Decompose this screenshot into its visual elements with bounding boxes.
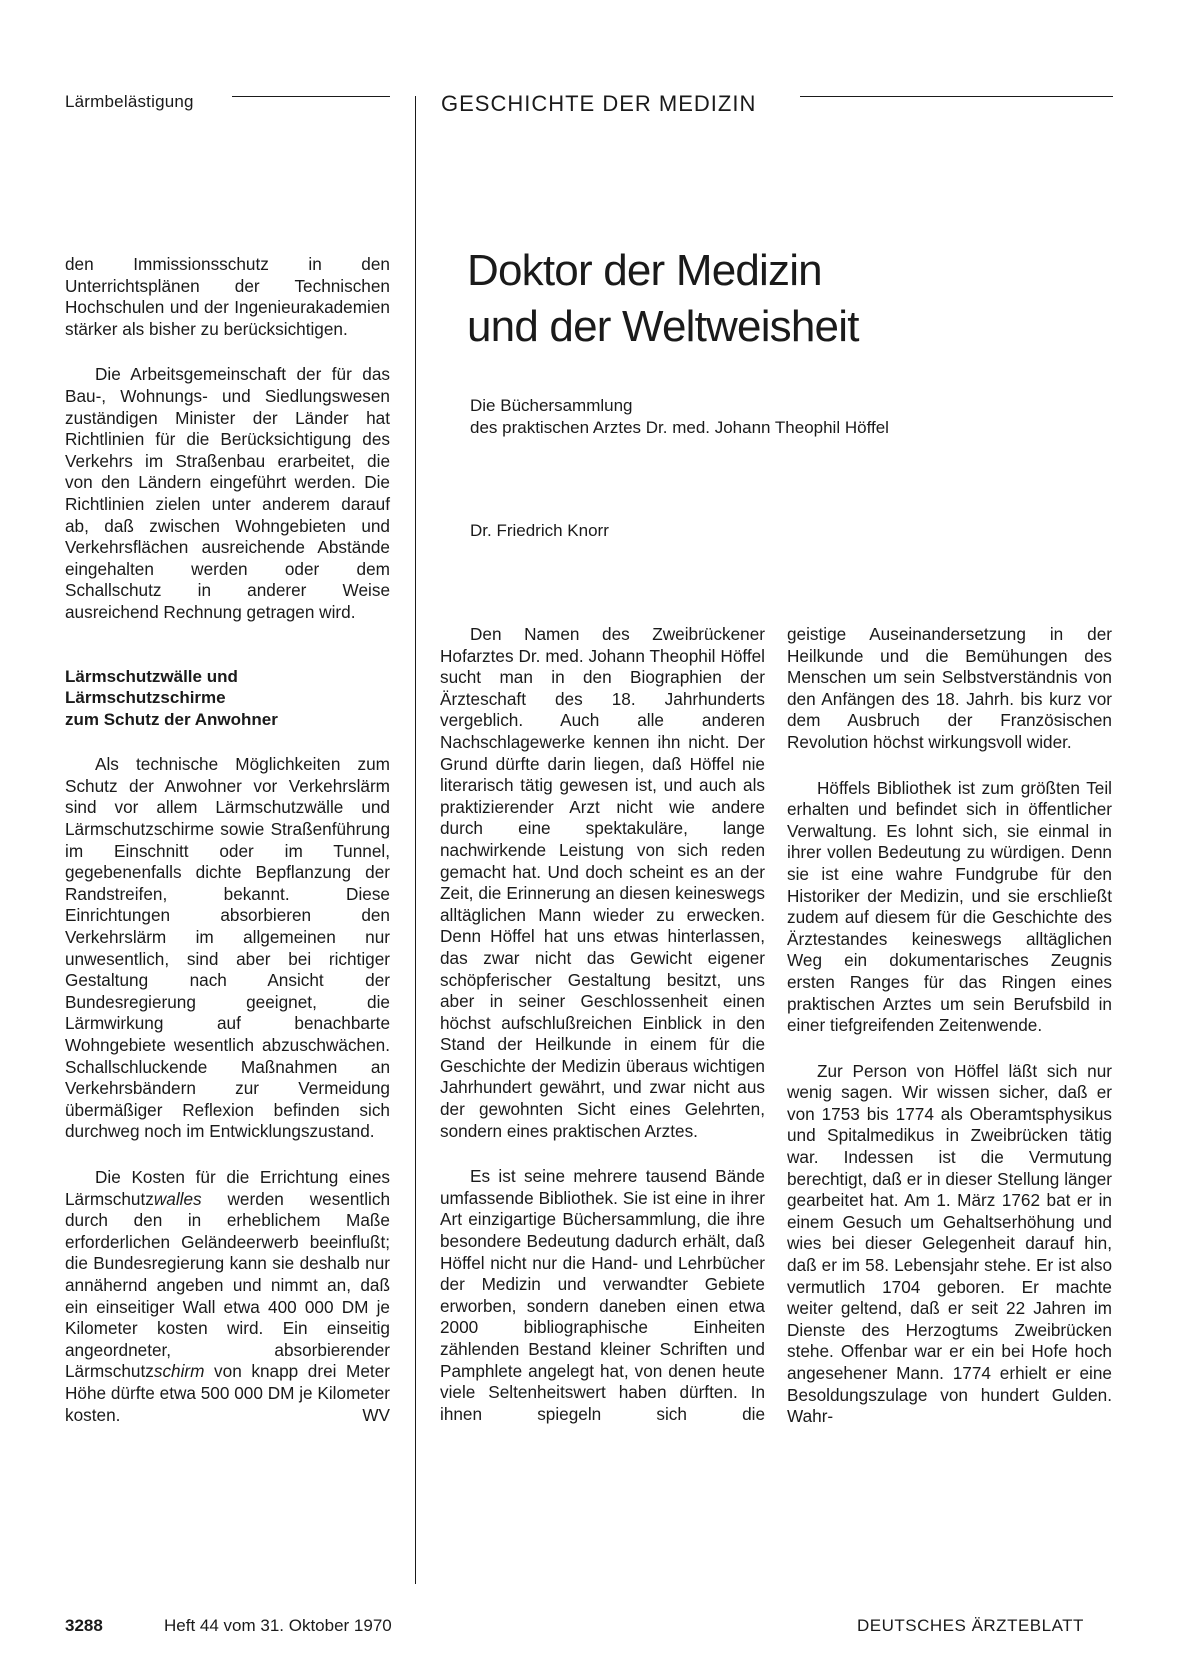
article-subtitle-line-2: des praktischen Arztes Dr. med. Johann Theophil Höffel	[470, 418, 889, 437]
left-paragraph-3: Als technische Möglichkeiten zum Schutz der Anwohner vor Verkehrslärm sind vor allem Lärmschutzwälle und Lärmschutzschirme sowie Straßenführung im Einschnitt oder im Tunnel, gegebenenfalls dichte Bepflanzung der Randstreifen, bekannt. Diese Einrichtungen absorbieren den Verkehrslärm im allgemeinen nur unwesentlich, sind aber bei richtiger Gestaltung nach Ansicht der Bundesregierung geeignet, die Lärmwirkung auf benachbarte Wohngebiete wesentlich abzuschwächen. Schallschluckende Maßnahmen an Verkehrsbändern zur Vermeidung übermäßiger Reflexion befinden sich durchweg noch im Entwicklungszustand.	[65, 754, 390, 1142]
left-paragraph-1: den Immissionsschutz in den Unterrichtsplänen der Technischen Hochschulen und der Ingenieurakademien stärker als bisher zu berücksichtigen.	[65, 254, 390, 339]
left-subheading-line-1: Lärmschutzwälle und	[65, 666, 238, 686]
left-paragraph-4-part-a: Die Kosten für die Errichtung eines Lärmschutz	[65, 1166, 390, 1209]
section-header-left: Lärmbelästigung	[65, 92, 194, 111]
middle-column	[440, 624, 765, 1425]
header-rule-left	[232, 96, 390, 97]
header-rule-right	[800, 96, 1113, 97]
right-paragraph-3: Zur Person von Höffel läßt sich nur wenig sagen. Wir wissen sicher, daß er von 1753 bis 1774 als Oberamtsphysikus und Spitalmedikus in Zweibrücken tätig war. Indessen ist die Vermutung berechtigt, daß er in dieser Stellung länger gearbeitet hat. Am 1. März 1762 bat er in einem Gesuch um Gehaltserhöhung und wies bei dieser Gelegenheit darauf hin, daß er im 58. Lebensjahr stehe. Er ist also vermutlich 1704 geboren. Er machte weiter geltend, daß er seit 22 Jahren im Dienste des Herzogtums Zweibrücken stehe. Offenbar war er ein bei Hofe hoch angesehener Mann. 1774 erhielt er eine Besoldungszulage von hundert Gulden. Wahr-	[787, 1060, 1112, 1427]
left-paragraph-4-italic-b: schirm	[153, 1361, 205, 1382]
left-subheading-line-2: Lärmschutzschirme	[65, 688, 226, 708]
left-paragraph-4-part-c: von knapp drei Meter Höhe dürfte etwa 500 000 DM je Kilometer kosten.	[65, 1361, 390, 1425]
issue-info: Heft 44 vom 31. Oktober 1970	[164, 1616, 392, 1635]
right-paragraph-2: Höffels Bibliothek ist zum größten Teil erhalten und befindet sich in öffentlicher Verwaltung. Es lohnt sich, sie einmal in ihrer vollen Bedeutung zu würdigen. Denn sie ist eine wahre Fundgrube für den Historiker der Medizin, und sie erschließt zudem auf diesem für die Geschichte des Ärztestandes keineswegs alltäglichen Weg ein dokumentarisches Zeugnis ersten Ranges für das Ringen eines praktischen Arztes um sein Berufsbild in einer tiefgreifenden Zeitenwende.	[787, 777, 1112, 1036]
right-paragraph-1: geistige Auseinandersetzung in der Heilkunde und die Bemühungen des Menschen um sein Selbstverständnis von den Anfängen des 18. Jahrh. bis kurz vor dem Ausbruch der Französischen Revolution höchst wirkungsvoll wider.	[787, 624, 1112, 752]
left-paragraph-2: Die Arbeitsgemeinschaft der für das Bau-, Wohnungs- und Siedlungswesen zuständigen Minister der Länder hat Richtlinien für die Berücksichtigung des Verkehrs im Straßenbau erarbeitet, die von den Ländern eingeführt werden. Die Richtlinien zielen unter anderem darauf ab, daß zwischen Wohngebieten und Verkehrsflächen ausreichende Abstände eingehalten werden oder dem Schallschutz in anderer Weise ausreichend Rechnung getragen wird.	[65, 364, 390, 622]
left-paragraph-4-italic-a: walles	[153, 1188, 202, 1209]
right-column	[787, 624, 1112, 1428]
article-subtitle-line-1: Die Büchersammlung	[470, 396, 633, 415]
left-paragraph-4	[65, 1167, 390, 1426]
middle-paragraph-2: Es ist seine mehrere tausend Bände umfassende Bibliothek. Sie ist eine in ihrer Art einzigartige Büchersammlung, die ihre besondere Bedeutung dadurch erhält, daß Höffel nicht nur die Hand- und Lehrbücher der Medizin und verwandter Gebiete erworben, sondern daneben einen etwa 2000 bibliographische Einheiten zählenden Bestand kleiner Schriften und Pamphlete angelegt hat, von denen heute viele Seltenheitswert haben dürften. In ihnen spiegeln sich die	[440, 1166, 765, 1424]
author-signature: WV	[362, 1404, 390, 1425]
left-subheading-line-3: zum Schutz der Anwohner	[65, 709, 278, 729]
article-title	[467, 243, 1107, 355]
article-subtitle	[470, 395, 1110, 439]
article-title-line-2: und der Weltweisheit	[467, 302, 859, 351]
left-subheading	[65, 666, 390, 731]
article-author: Dr. Friedrich Knorr	[470, 521, 609, 540]
left-column	[65, 254, 390, 1426]
middle-paragraph-1: Den Namen des Zweibrückener Hofarztes Dr. med. Johann Theophil Höffel sucht man in den Biographien der Ärzteschaft des 18. Jahrhunderts vergeblich. Auch alle anderen Nachschlagewerke kennen ihn nicht. Der Grund dürfte darin liegen, daß Höffel nie literarisch tätig gewesen ist, und auch als praktizierender Arzt nicht wie andere durch eine spektakuläre, lange nachwirkende Leistung von sich reden gemacht hat. Und doch scheint es an der Zeit, die Erinnerung an diesen keineswegs alltäglichen Mann wieder zu erwecken. Denn Höffel hat uns etwas hinterlassen, das zwar nicht das Gewicht eigener schöpferischer Gestaltung besitzt, uns aber in seiner Geschlossenheit einen höchst aufschlußreichen Einblick in den Stand der Heilkunde in einem für die Geschichte der Medizin überaus wichtigen Jahrhundert gewährt, und zwar nicht aus der gewohnten Sicht eines Gelehrten, sondern eines praktischen Arztes.	[440, 624, 765, 1141]
section-header-right: GESCHICHTE DER MEDIZIN	[441, 91, 757, 116]
column-divider	[415, 96, 416, 1584]
left-paragraph-4-part-b: werden wesentlich durch den in erheblichem Maße erforderlichen Geländeerwerb beeinflußt; die Bundesregierung kann sie deshalb nur annähernd angeben und nimmt an, daß ein einseitiger Wall etwa 400 000 DM je Kilometer kosten wird. Ein einseitig angeordneter, absorbierender Lärmschutz	[65, 1188, 390, 1382]
article-title-line-1: Doktor der Medizin	[467, 246, 822, 295]
page-number: 3288	[65, 1616, 103, 1635]
journal-name: DEUTSCHES ÄRZTEBLATT	[857, 1616, 1084, 1635]
